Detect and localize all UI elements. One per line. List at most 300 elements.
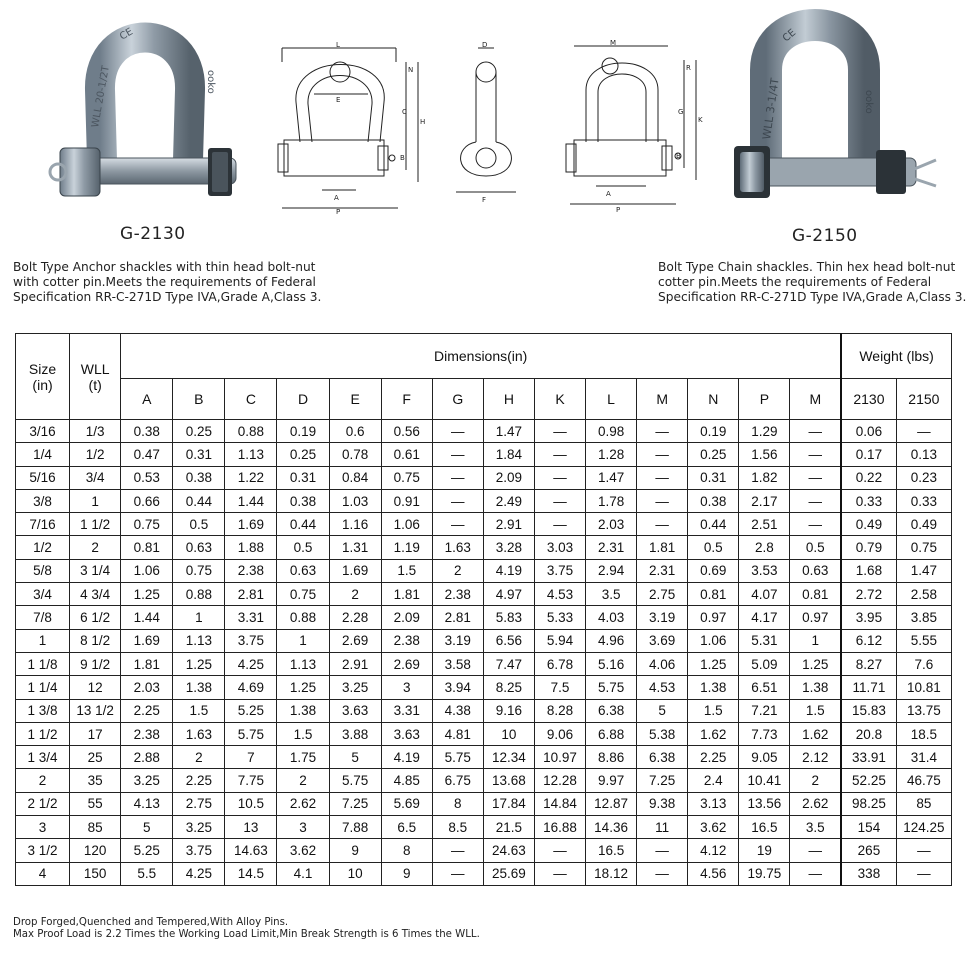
weight-cell: 2.72 <box>841 583 896 606</box>
dimension-cell: 6.38 <box>637 746 688 769</box>
weight-cell: 0.22 <box>841 466 896 489</box>
pin-diagram <box>452 42 522 214</box>
anchor-dim-p: P <box>336 208 341 216</box>
dimension-cell: 10.97 <box>534 746 585 769</box>
anchor-dim-e: E <box>336 96 341 104</box>
table-row <box>16 699 952 722</box>
dimension-cell: 0.25 <box>277 443 329 466</box>
dimension-cell: 7.75 <box>225 769 277 792</box>
dimension-cell: 7.25 <box>637 769 688 792</box>
wll-cell: 6 1/2 <box>70 606 121 629</box>
dimension-cell: 2.31 <box>637 559 688 582</box>
dimension-cell: 5.09 <box>739 652 790 675</box>
footer-line: Max Proof Load is 2.2 Times the Working Load Limit,Min Break Strength is 6 Times the WLL. <box>13 929 480 940</box>
dimension-cell: 0.5 <box>173 513 225 536</box>
dimension-cell: — <box>534 420 585 443</box>
dimension-cell: 5.75 <box>329 769 381 792</box>
dimension-cell: 2.88 <box>121 746 173 769</box>
dimension-cell: 2.09 <box>381 606 432 629</box>
dimension-cell: 13 <box>225 816 277 839</box>
weight-col-header: 2130 <box>841 379 896 420</box>
dimension-cell: 3.88 <box>329 722 381 745</box>
wll-cell: 1/3 <box>70 420 121 443</box>
anchor-dim-b: B <box>400 154 405 162</box>
dimension-cell: 1.38 <box>173 676 225 699</box>
anchor-dim-n: N <box>408 66 414 74</box>
weight-cell: 20.8 <box>841 722 896 745</box>
dimension-cell: 9.06 <box>534 722 585 745</box>
anchor-description-line: with cotter pin.Meets the requirements of Federal <box>13 275 316 289</box>
wll-cell: 8 1/2 <box>70 629 121 652</box>
dimension-cell: 3.5 <box>790 816 841 839</box>
dimension-cell: 5.25 <box>225 699 277 722</box>
dimension-cell: 7.47 <box>483 652 534 675</box>
dimension-cell: 1.5 <box>381 559 432 582</box>
weight-cell: 1.47 <box>896 559 951 582</box>
dimension-cell: 19.75 <box>739 862 790 885</box>
dimension-cell: 1.69 <box>329 559 381 582</box>
anchor-stamp-ce: CE <box>118 26 136 43</box>
table-row <box>16 583 952 606</box>
dimension-cell: 4.06 <box>637 652 688 675</box>
dimension-cell: 3.19 <box>637 606 688 629</box>
size-header-label: Size <box>28 360 57 377</box>
dimension-cell: — <box>790 466 841 489</box>
dimension-cell: 16.88 <box>534 816 585 839</box>
dimension-cell: 2.75 <box>173 792 225 815</box>
dimension-cell: 1.25 <box>173 652 225 675</box>
footer-line: Drop Forged,Quenched and Tempered,With Alloy Pins. <box>13 917 289 928</box>
size-cell: 3/8 <box>16 489 70 512</box>
dimension-cell: — <box>637 443 688 466</box>
dimension-cell: 0.88 <box>225 420 277 443</box>
weight-cell: 31.4 <box>896 746 951 769</box>
dimension-cell: 0.63 <box>790 559 841 582</box>
dimension-cell: 2.94 <box>586 559 637 582</box>
dimension-cell: 3.03 <box>534 536 585 559</box>
dimension-cell: — <box>534 489 585 512</box>
dimension-cell: 0.69 <box>688 559 739 582</box>
dimension-cell: 2.28 <box>329 606 381 629</box>
dimension-cell: — <box>790 489 841 512</box>
dimension-cell: 3.25 <box>173 816 225 839</box>
weight-cell: 18.5 <box>896 722 951 745</box>
dimension-cell: — <box>790 513 841 536</box>
table-row <box>16 792 952 815</box>
wll-cell: 85 <box>70 816 121 839</box>
pin-dim-f: F <box>482 196 487 204</box>
size-cell: 2 1/2 <box>16 792 70 815</box>
footer-notes <box>13 917 480 941</box>
chain-dim-g: G <box>678 108 684 116</box>
dimension-cell: 4.96 <box>586 629 637 652</box>
dim-col-header: B <box>173 379 225 420</box>
dimension-cell: 4.69 <box>225 676 277 699</box>
dimension-cell: — <box>637 489 688 512</box>
dimension-cell: 0.61 <box>381 443 432 466</box>
dimension-cell: 1.25 <box>790 652 841 675</box>
dimension-cell: 0.81 <box>688 583 739 606</box>
size-cell: 2 <box>16 769 70 792</box>
dimension-cell: 5 <box>121 816 173 839</box>
dimension-cell: 6.75 <box>432 769 483 792</box>
dimension-cell: 0.75 <box>121 513 173 536</box>
dimension-cell: 2.51 <box>739 513 790 536</box>
dimension-cell: — <box>432 839 483 862</box>
dimension-cell: — <box>534 839 585 862</box>
dimension-cell: 2.25 <box>173 769 225 792</box>
dimension-cell: 14.84 <box>534 792 585 815</box>
dimension-cell: 1.22 <box>225 466 277 489</box>
wll-cell: 25 <box>70 746 121 769</box>
size-cell: 5/8 <box>16 559 70 582</box>
weight-cell: — <box>896 862 951 885</box>
dimensions-header: Dimensions(in) <box>121 334 841 379</box>
dimension-cell: 5.69 <box>381 792 432 815</box>
dimension-cell: 13.56 <box>739 792 790 815</box>
dimension-cell: 3.75 <box>225 629 277 652</box>
dimension-cell: 0.44 <box>173 489 225 512</box>
dimension-cell: 1.29 <box>739 420 790 443</box>
size-cell: 3 1/2 <box>16 839 70 862</box>
dimension-cell: 1.81 <box>637 536 688 559</box>
dimension-cell: 5.94 <box>534 629 585 652</box>
dimension-cell: 1.56 <box>739 443 790 466</box>
dimension-cell: 1.06 <box>381 513 432 536</box>
dimension-cell: 3 <box>381 676 432 699</box>
dimension-cell: 0.66 <box>121 489 173 512</box>
chain-dim-m: M <box>610 39 617 47</box>
weight-cell: 0.23 <box>896 466 951 489</box>
dimension-cell: 10 <box>483 722 534 745</box>
table-row <box>16 606 952 629</box>
chain-shackle-photo <box>726 10 956 225</box>
dimension-cell: 10.41 <box>739 769 790 792</box>
dimension-cell: 1.44 <box>121 606 173 629</box>
dimension-cell: 2.91 <box>483 513 534 536</box>
dimension-cell: 3.62 <box>688 816 739 839</box>
dimension-cell: 4.25 <box>225 652 277 675</box>
dimension-cell: 1.13 <box>225 443 277 466</box>
dimension-cell: 7 <box>225 746 277 769</box>
dimension-cell: 2.12 <box>790 746 841 769</box>
dimension-cell: 25.69 <box>483 862 534 885</box>
dimension-cell: 3 <box>277 816 329 839</box>
dim-col-header: K <box>534 379 585 420</box>
dimension-cell: 0.19 <box>688 420 739 443</box>
dimension-cell: 0.97 <box>790 606 841 629</box>
dim-col-header: H <box>483 379 534 420</box>
dimension-cell: 0.25 <box>173 420 225 443</box>
dim-col-header: F <box>381 379 432 420</box>
weight-cell: 13.75 <box>896 699 951 722</box>
dim-col-header: M <box>637 379 688 420</box>
dimension-cell: 7.21 <box>739 699 790 722</box>
table-row <box>16 629 952 652</box>
dimension-cell: 1.13 <box>173 629 225 652</box>
wll-cell: 3/4 <box>70 466 121 489</box>
dimension-cell: 2 <box>329 583 381 606</box>
size-cell: 1 <box>16 629 70 652</box>
dimension-cell: 5.33 <box>534 606 585 629</box>
dimension-cell: 0.81 <box>790 583 841 606</box>
dimension-cell: 7.25 <box>329 792 381 815</box>
dimension-cell: 0.63 <box>173 536 225 559</box>
dimension-cell: 1.06 <box>688 629 739 652</box>
weight-cell: 0.33 <box>896 489 951 512</box>
dimension-cell: 5.75 <box>432 746 483 769</box>
dimension-cell: 1.81 <box>121 652 173 675</box>
chain-dim-b: B <box>676 152 681 160</box>
anchor-shackle-photo <box>40 10 250 220</box>
dimension-cell: 3.25 <box>121 769 173 792</box>
dimension-cell: — <box>432 489 483 512</box>
anchor-dim-c: C <box>402 108 407 116</box>
dimension-cell: 4.38 <box>432 699 483 722</box>
dim-col-header: P <box>739 379 790 420</box>
dimension-cell: 12.28 <box>534 769 585 792</box>
dimension-cell: — <box>432 513 483 536</box>
dimension-cell: 9.05 <box>739 746 790 769</box>
size-cell: 7/8 <box>16 606 70 629</box>
weight-cell: 0.79 <box>841 536 896 559</box>
weight-cell: 338 <box>841 862 896 885</box>
table-row <box>16 862 952 885</box>
dimension-cell: 4.25 <box>173 862 225 885</box>
size-cell: 7/16 <box>16 513 70 536</box>
weight-cell: 52.25 <box>841 769 896 792</box>
table-row <box>16 443 952 466</box>
size-cell: 1 3/4 <box>16 746 70 769</box>
dimension-cell: — <box>790 862 841 885</box>
dimension-cell: 7.73 <box>739 722 790 745</box>
size-cell: 3/4 <box>16 583 70 606</box>
weight-cell: 265 <box>841 839 896 862</box>
pin-dim-d: D <box>482 41 488 49</box>
dimension-cell: 1.38 <box>790 676 841 699</box>
dim-col-header: N <box>688 379 739 420</box>
weight-cell: — <box>896 420 951 443</box>
dim-col-header: C <box>225 379 277 420</box>
dimension-cell: 0.38 <box>173 466 225 489</box>
size-cell: 5/16 <box>16 466 70 489</box>
dimension-cell: 0.84 <box>329 466 381 489</box>
dimension-cell: 9.97 <box>586 769 637 792</box>
wll-cell: 120 <box>70 839 121 862</box>
chain-dim-r: R <box>686 64 691 72</box>
weight-cell: 2.58 <box>896 583 951 606</box>
dimension-cell: 0.97 <box>688 606 739 629</box>
weight-col-header: 2150 <box>896 379 951 420</box>
weight-cell: 8.27 <box>841 652 896 675</box>
dimension-cell: 1.82 <box>739 466 790 489</box>
dimension-cell: 7.88 <box>329 816 381 839</box>
dimension-cell: 1.44 <box>225 489 277 512</box>
dimension-cell: 1.13 <box>277 652 329 675</box>
dimension-cell: 2.81 <box>225 583 277 606</box>
chain-description-line: Bolt Type Chain shackles. Thin hex head bolt-nut <box>658 260 956 274</box>
wll-cell: 17 <box>70 722 121 745</box>
dimension-cell: 3.19 <box>432 629 483 652</box>
table-row <box>16 420 952 443</box>
anchor-model-label: G-2130 <box>120 224 186 244</box>
dimension-cell: 1.62 <box>790 722 841 745</box>
dimension-cell: 5.31 <box>739 629 790 652</box>
weight-cell: 3.95 <box>841 606 896 629</box>
dimension-cell: 14.36 <box>586 816 637 839</box>
dimension-cell: 2.62 <box>277 792 329 815</box>
dimension-cell: 2 <box>173 746 225 769</box>
dimension-cell: 0.63 <box>277 559 329 582</box>
dimension-cell: 0.56 <box>381 420 432 443</box>
anchor-dim-l: L <box>336 41 340 49</box>
dimension-cell: 0.44 <box>277 513 329 536</box>
dimension-cell: 8.28 <box>534 699 585 722</box>
weight-cell: 98.25 <box>841 792 896 815</box>
dimension-cell: 2.09 <box>483 466 534 489</box>
dimension-cell: 6.88 <box>586 722 637 745</box>
wll-header-unit: (t) <box>88 376 102 393</box>
weight-cell: 124.25 <box>896 816 951 839</box>
dimension-cell: 2 <box>277 769 329 792</box>
dimension-cell: 4.53 <box>637 676 688 699</box>
dimension-cell: 1.5 <box>688 699 739 722</box>
table-row <box>16 652 952 675</box>
weight-cell: 0.49 <box>896 513 951 536</box>
dimension-cell: 4.19 <box>483 559 534 582</box>
weight-cell: 33.91 <box>841 746 896 769</box>
wll-cell: 1/2 <box>70 443 121 466</box>
dimension-cell: 9.38 <box>637 792 688 815</box>
weight-cell: 85 <box>896 792 951 815</box>
chain-description-line: Specification RR-C-271D Type IVA,Grade A,Class 3. <box>658 290 967 304</box>
dimension-cell: 2.38 <box>381 629 432 652</box>
dimension-cell: 0.75 <box>381 466 432 489</box>
wll-cell: 12 <box>70 676 121 699</box>
weight-cell: 0.06 <box>841 420 896 443</box>
dimension-cell: 3.94 <box>432 676 483 699</box>
anchor-stamp-wll: WLL 20-1/2T <box>90 64 112 129</box>
dimension-cell: 18.12 <box>586 862 637 885</box>
chain-stamp-wll: WLL 3-1/4T <box>760 77 782 141</box>
dimension-cell: 10 <box>329 862 381 885</box>
dimension-cell: 2.03 <box>121 676 173 699</box>
dimension-cell: 1.06 <box>121 559 173 582</box>
dimension-cell: 1.63 <box>173 722 225 745</box>
chain-description <box>658 260 966 305</box>
dimension-cell: 2.62 <box>790 792 841 815</box>
dimension-cell: 19 <box>739 839 790 862</box>
dimension-cell: 4.81 <box>432 722 483 745</box>
dimension-cell: — <box>637 513 688 536</box>
weight-cell: 3.85 <box>896 606 951 629</box>
dimension-cell: 2.69 <box>381 652 432 675</box>
dimension-cell: 9 <box>329 839 381 862</box>
dimension-cell: 1.5 <box>790 699 841 722</box>
dimension-cell: 1.5 <box>277 722 329 745</box>
dimension-cell: 5.75 <box>586 676 637 699</box>
wll-cell: 2 <box>70 536 121 559</box>
dimension-cell: — <box>432 466 483 489</box>
dimension-cell: 5.16 <box>586 652 637 675</box>
dimension-cell: 1.47 <box>483 420 534 443</box>
dimension-cell: 2 <box>432 559 483 582</box>
chain-stamp-brand: ooko <box>863 90 874 114</box>
size-cell: 1 3/8 <box>16 699 70 722</box>
dimension-cell: 0.88 <box>173 583 225 606</box>
dimension-cell: 1.28 <box>586 443 637 466</box>
dimension-cell: 3.69 <box>637 629 688 652</box>
size-cell: 1 1/2 <box>16 722 70 745</box>
dimension-cell: 4.85 <box>381 769 432 792</box>
dimension-cell: 0.53 <box>121 466 173 489</box>
dimension-cell: 9 <box>381 862 432 885</box>
size-cell: 3 <box>16 816 70 839</box>
dimension-cell: 16.5 <box>739 816 790 839</box>
size-cell: 1 1/4 <box>16 676 70 699</box>
size-cell: 3/16 <box>16 420 70 443</box>
dimension-cell: 2.4 <box>688 769 739 792</box>
dimension-cell: 2.38 <box>225 559 277 582</box>
weight-cell: 10.81 <box>896 676 951 699</box>
dimension-cell: 5.75 <box>225 722 277 745</box>
dimension-cell: 1.25 <box>688 652 739 675</box>
dimension-cell: 3.28 <box>483 536 534 559</box>
wll-cell: 3 1/4 <box>70 559 121 582</box>
dimension-cell: 2.03 <box>586 513 637 536</box>
wll-cell: 150 <box>70 862 121 885</box>
table-row <box>16 816 952 839</box>
wll-cell: 4 3/4 <box>70 583 121 606</box>
weight-cell: 0.33 <box>841 489 896 512</box>
chain-dim-p: P <box>616 206 621 214</box>
dimension-cell: 2.38 <box>432 583 483 606</box>
table-row <box>16 536 952 559</box>
weight-cell: 46.75 <box>896 769 951 792</box>
dimension-cell: 0.19 <box>277 420 329 443</box>
wll-header <box>70 334 121 420</box>
wll-header-label: WLL <box>80 360 110 377</box>
dimension-cell: 4.53 <box>534 583 585 606</box>
dimension-cell: 0.81 <box>121 536 173 559</box>
wll-cell: 13 1/2 <box>70 699 121 722</box>
dimension-cell: 3.58 <box>432 652 483 675</box>
size-header-unit: (in) <box>32 376 53 393</box>
dimension-cell: 3.5 <box>586 583 637 606</box>
table-row <box>16 559 952 582</box>
dimension-cell: 3.31 <box>381 699 432 722</box>
dimension-cell: 0.75 <box>173 559 225 582</box>
dimension-cell: 1.38 <box>277 699 329 722</box>
dimension-cell: 13.68 <box>483 769 534 792</box>
weight-cell: 11.71 <box>841 676 896 699</box>
size-cell: 1 1/8 <box>16 652 70 675</box>
dimension-cell: 4.56 <box>688 862 739 885</box>
dimension-cell: 1.84 <box>483 443 534 466</box>
dimension-cell: 0.44 <box>688 513 739 536</box>
dim-col-header: D <box>277 379 329 420</box>
dimension-cell: 2.69 <box>329 629 381 652</box>
wll-cell: 1 1/2 <box>70 513 121 536</box>
dimension-cell: 3.75 <box>173 839 225 862</box>
dimension-cell: 1.69 <box>225 513 277 536</box>
dimension-cell: 0.47 <box>121 443 173 466</box>
dimension-cell: 0.31 <box>173 443 225 466</box>
dimension-cell: 1.03 <box>329 489 381 512</box>
dimension-cell: 14.5 <box>225 862 277 885</box>
anchor-dim-a: A <box>334 194 339 202</box>
dimension-cell: 0.78 <box>329 443 381 466</box>
